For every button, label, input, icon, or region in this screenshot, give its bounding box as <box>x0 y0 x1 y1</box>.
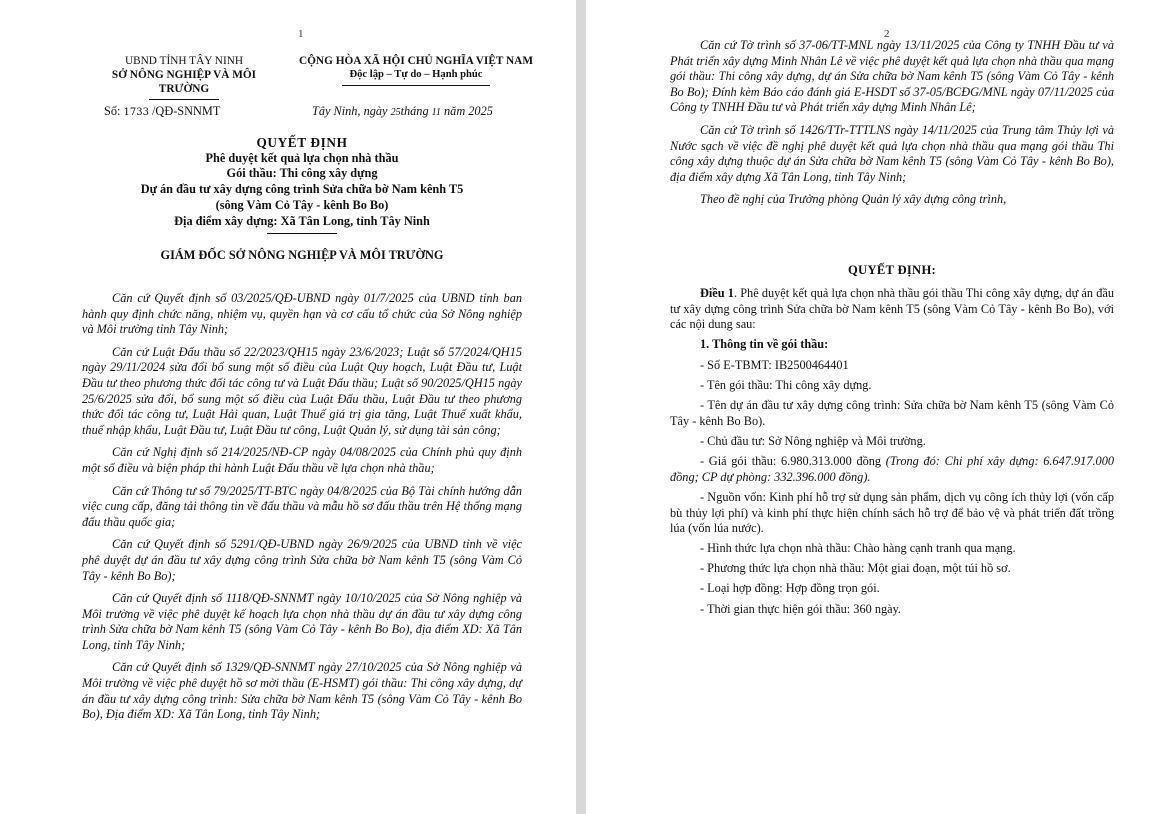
package-price-breakdown: (Trong đó: Chi phí xây dựng: 6.647.917.000 đồng; CP dự phòng: 332.396.000 đồng). <box>670 454 1114 484</box>
legal-basis-paragraph: Căn cứ Luật Đấu thầu số 22/2023/QH15 ngày 23/6/2023; Luật số 57/2024/QH15 ngày 29/11/2024 sửa đổi bổ sung một số điều của Luật Quy hoạch, Luật Đầu tư, Luật Đầu tư theo phương thức đối tác công tư và Luật Đấu thầu; Luật số 90/2025/QH15 ngày 25/6/2025 sửa đổi, bổ sung một số điều của Luật Đấu thầu, Luật Đầu tư theo phương thức đối tác công tư, Luật Hải quan, Luật Thuế giá trị gia tăng, Luật Thuế xuất khẩu, thuế nhập khẩu, Luật Đầu tư, Luật Đầu tư công, Luật Quản lý, sử dụng tài sản công; <box>82 344 522 437</box>
motto-underline <box>342 85 490 86</box>
package-item: - Tên gói thầu: Thi công xây dựng. <box>700 378 872 393</box>
national-motto: Độc lập – Tự do – Hạnh phúc <box>349 69 483 80</box>
decision-heading: QUYẾT ĐỊNH: <box>847 263 937 277</box>
legal-basis-paragraph: Căn cứ Quyết định số 1118/QĐ-SNNMT ngày 10/10/2025 của Sở Nông nghiệp và Môi trường về việc phê duyệt kế hoạch lựa chọn nhà thầu dự án đầu tư xây dựng công trình Sửa chữa bờ Nam kênh T5 (sông Vàm Cỏ Tây - kênh Bo Bo), địa điểm XD: Xã Tân Long, tỉnh Tây Ninh; <box>82 591 522 652</box>
national-header <box>288 54 544 86</box>
document-type: QUYẾT ĐỊNH <box>256 135 348 150</box>
article-1-label: Điều 1 <box>700 286 734 300</box>
header-underline <box>149 99 219 100</box>
package-item: - Nguồn vốn: Kinh phí hỗ trợ sử dụng sản phẩm, dịch vụ công ích thủy lợi (vốn cấp bù thủy lợi phí) và kinh phí thực hiện chính sách hỗ trợ để bảo vệ và phát triển đất trồng lúa (vốn lúa nước). <box>670 489 1114 536</box>
legal-basis-paragraph: Căn cứ Thông tư số 79/2025/TT-BTC ngày 04/8/2025 của Bộ Tài chính hướng dẫn việc cung cấp, đăng tải thông tin về đấu thầu và mẫu hồ sơ đấu thầu trên Hệ thống mạng đấu thầu quốc gia; <box>82 483 522 529</box>
package-name: Gói thầu: Thi công xây dựng <box>226 166 378 181</box>
title-underline <box>267 233 337 234</box>
date-year: năm 2025 <box>444 104 493 118</box>
legal-basis-paragraph: Căn cứ Quyết định số 1329/QĐ-SNNMT ngày 27/10/2025 của Sở Nông nghiệp và Môi trường về việc phê duyệt hồ sơ mời thầu (E-HSMT) gói thầu: Thi công xây dựng, dự án đầu tư xây dựng công trình: Sửa chữa bờ Nam kênh T5 (sông Vàm Cỏ Tây - kênh Bo Bo), Địa điểm XD: Xã Tân Long, tỉnh Tây Ninh; <box>82 660 522 722</box>
reference-line <box>104 104 524 119</box>
project-river: (sông Vàm Cỏ Tây - kênh Bo Bo) <box>215 197 389 212</box>
legal-basis-paragraph: Căn cứ Quyết định số 03/2025/QĐ-UBND ngày 01/7/2025 của UBND tỉnh ban hành quy định chức năng, nhiệm vụ, quyền hạn và cơ cấu tổ chức của Sở Nông nghiệp và Môi trường tỉnh Tây Ninh; <box>82 291 522 337</box>
decision-body <box>670 286 1114 622</box>
package-item: - Hình thức lựa chọn nhà thầu: Chào hàng cạnh tranh qua mạng. <box>700 541 1016 556</box>
ref-prefix: Số: <box>104 104 121 118</box>
decision-title-block <box>82 135 522 234</box>
ref-suffix: /QĐ-SNNMT <box>152 104 221 118</box>
legal-basis-paragraph: Theo đề nghị của Trưởng phòng Quản lý xây dựng công trình, <box>700 192 1007 207</box>
legal-basis-paragraph: Căn cứ Tờ trình số 37-06/TT-MNL ngày 13/11/2025 của Công ty TNHH Đầu tư và Phát triển xây dựng Minh Nhân Lê về việc phê duyệt kết quả lựa chọn nhà thầu qua mạng gói thầu: Thi công xây dựng, dự án Sửa chữa bờ Nam kênh T5 (sông Vàm Cỏ Tây - kênh Bo Bo); Đính kèm Báo cáo đánh giá E-HSDT số 37-05/BCĐG/MNL ngày 07/11/2025 của Công ty TNHH Đầu tư và Phát triển xây dựng Minh Nhân Lê; <box>670 38 1114 115</box>
package-item: - Số E-TBMT: IB2500464401 <box>700 358 849 373</box>
article-1-text: . Phê duyệt kết quả lựa chọn nhà thầu gói thầu Thi công xây dựng, dự án đầu tư xây dựng công trình Sửa chữa bờ Nam kênh T5 (sông Vàm Cỏ Tây - kênh Bo Bo), với các nội dung sau: <box>670 286 1114 332</box>
page-number: 1 <box>298 28 304 40</box>
package-item: - Phương thức lựa chọn nhà thầu: Một giai đoạn, một túi hồ sơ. <box>700 561 1011 576</box>
package-item: - Chủ đầu tư: Sở Nông nghiệp và Môi trường. <box>700 434 926 449</box>
date-prefix: Tây Ninh, ngày <box>312 104 388 118</box>
package-price: - Giá gói thầu: 6.980.313.000 đồng <box>700 454 886 469</box>
legal-basis-paragraph: Căn cứ Nghị định số 214/2025/NĐ-CP ngày 04/08/2025 của Chính phủ quy định một số điều và biện pháp thi hành Luật Đấu thầu về lựa chọn nhà thầu; <box>82 445 522 475</box>
package-price-item <box>670 454 1114 485</box>
date-month: 11 <box>431 107 441 118</box>
director-heading: GIÁM ĐỐC SỞ NÔNG NGHIỆP VÀ MÔI TRƯỜNG <box>160 248 444 262</box>
legal-basis-list <box>82 291 522 730</box>
section-package-info: 1. Thông tin về gói thầu: <box>700 337 829 352</box>
page-number: 2 <box>884 28 890 40</box>
package-item: - Thời gian thực hiện gói thầu: 360 ngày. <box>700 601 902 616</box>
package-item: - Loại hợp đồng: Hợp đồng trọn gói. <box>700 581 880 596</box>
legal-basis-paragraph: Căn cứ Tờ trình số 1426/TTr-TTTLNS ngày 14/11/2025 của Trung tâm Thủy lợi và Nước sạch về việc đề nghị phê duyệt kết quả lựa chọn nhà thầu qua mạng gói thầu Thi công xây dựng thuộc dự án Sửa chữa bờ Nam kênh T5 (sông Vàm Cỏ Tây - kênh Bo Bo), địa điểm xây dựng Xã Tân Long, tỉnh Tây Ninh; <box>670 122 1114 184</box>
project-location: Địa điểm xây dựng: Xã Tân Long, tỉnh Tây Ninh <box>174 213 430 228</box>
article-1 <box>670 286 1114 333</box>
issue-date <box>312 104 493 119</box>
issuer-parent-agency: UBND TỈNH TÂY NINH <box>124 55 244 67</box>
package-item: - Tên dự án đầu tư xây dựng công trình: Sửa chữa bờ Nam kênh T5 (sông Vàm Cỏ Tây - kênh Bo Bo). <box>670 398 1114 429</box>
project-name: Dự án đầu tư xây dựng công trình Sửa chữa bờ Nam kênh T5 <box>140 182 464 197</box>
national-title: CỘNG HÒA XÃ HỘI CHỦ NGHĨA VIỆT NAM <box>298 55 534 67</box>
issuer-header <box>92 54 276 100</box>
ref-number: 1733 <box>123 107 149 118</box>
legal-basis-paragraph: Căn cứ Quyết định số 5291/QĐ-UBND ngày 26/9/2025 của UBND tỉnh về việc phê duyệt dự án đầu tư xây dựng công trình Sửa chữa bờ Nam kênh T5 (sông Vàm Cỏ Tây - kênh Bo Bo); <box>82 537 522 583</box>
legal-basis-continued <box>670 38 1114 215</box>
issuer-department: SỞ NÔNG NGHIỆP VÀ MÔI TRƯỜNG <box>111 69 257 95</box>
date-day: 25 <box>390 107 401 118</box>
date-month-label: tháng <box>400 104 429 118</box>
document-subject: Phê duyệt kết quả lựa chọn nhà thầu <box>205 150 399 165</box>
